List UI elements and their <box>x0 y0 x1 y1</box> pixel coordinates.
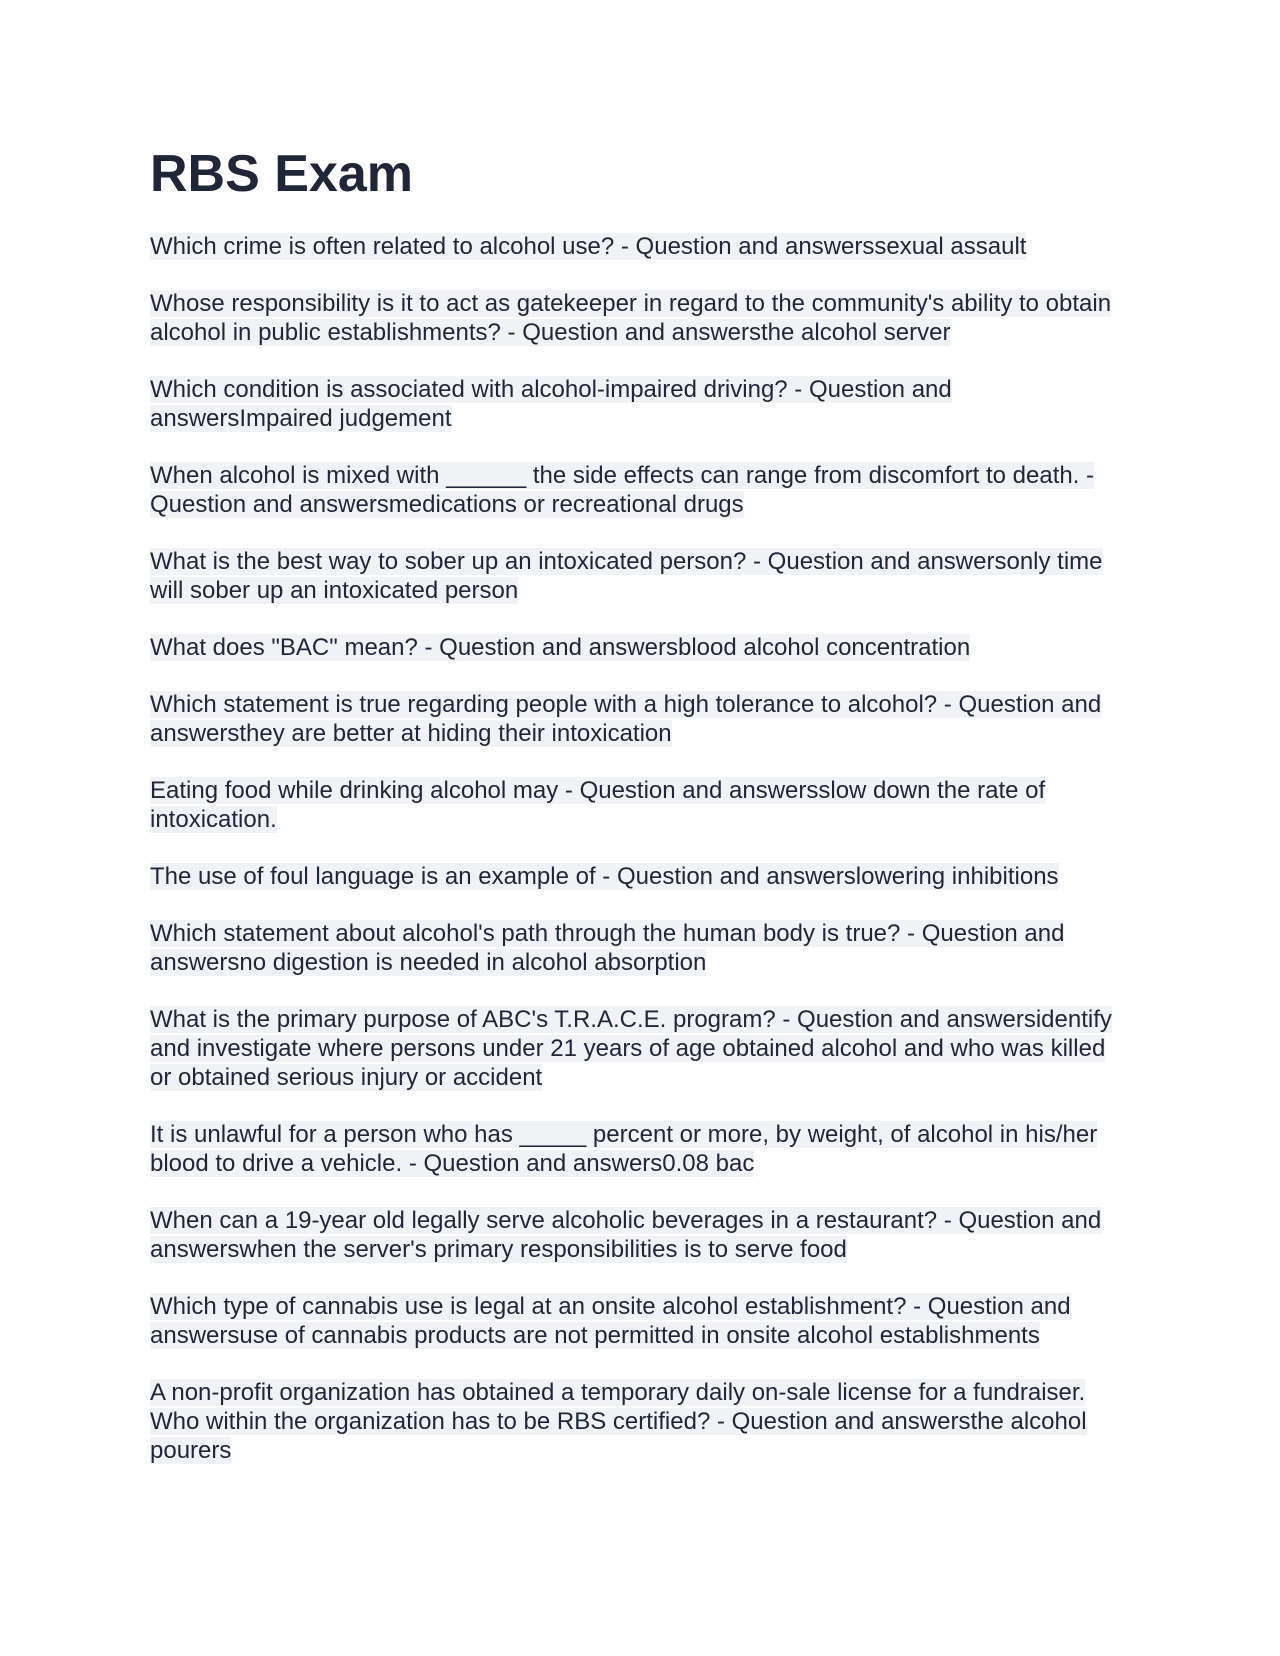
qa-item <box>150 690 1130 748</box>
qa-item <box>150 1120 1130 1178</box>
qa-text: Which statement is true regarding people with a high tolerance to alcohol? - Question and answersthey are better at hiding their intoxication <box>150 691 1102 747</box>
qa-text: Which condition is associated with alcohol-impaired driving? - Question and answersImpaired judgement <box>150 376 952 432</box>
qa-item <box>150 547 1130 605</box>
qa-item <box>150 862 1130 891</box>
qa-text: It is unlawful for a person who has _____ percent or more, by weight, of alcohol in his/her blood to drive a vehicle. - Question and answers0.08 bac <box>150 1121 1098 1177</box>
qa-item <box>150 919 1130 977</box>
qa-list <box>150 232 1130 1465</box>
qa-item <box>150 633 1130 662</box>
qa-text: Which statement about alcohol's path through the human body is true? - Question and answersno digestion is needed in alcohol absorption <box>150 920 1065 976</box>
qa-text: What does "BAC" mean? - Question and answersblood alcohol concentration <box>150 634 971 661</box>
qa-item <box>150 375 1130 433</box>
qa-item <box>150 232 1130 261</box>
qa-item <box>150 289 1130 347</box>
page-title: RBS Exam <box>150 145 413 203</box>
qa-text: When can a 19-year old legally serve alcoholic beverages in a restaurant? - Question and answerswhen the server's primary responsibilities is to serve food <box>150 1207 1102 1263</box>
qa-item <box>150 1378 1130 1465</box>
qa-text: Eating food while drinking alcohol may - Question and answersslow down the rate of intoxication. <box>150 777 1046 833</box>
document-content <box>150 145 1130 1493</box>
qa-text: A non-profit organization has obtained a temporary daily on-sale license for a fundraiser. Who within the organization has to be RBS certified? - Question and answersthe alcohol pourers <box>150 1379 1087 1464</box>
qa-item <box>150 776 1130 834</box>
qa-text: Whose responsibility is it to act as gatekeeper in regard to the community's ability to obtain alcohol in public establishments? - Question and answersthe alcohol server <box>150 290 1112 346</box>
qa-text: What is the primary purpose of ABC's T.R.A.C.E. program? - Question and answersidentify and investigate where persons under 21 years of age obtained alcohol and who was killed or obtained serious injury or accident <box>150 1006 1112 1091</box>
qa-item <box>150 1292 1130 1350</box>
qa-text: When alcohol is mixed with ______ the side effects can range from discomfort to death. - Question and answersmedications or recreational drugs <box>150 462 1095 518</box>
qa-item <box>150 461 1130 519</box>
qa-text: What is the best way to sober up an intoxicated person? - Question and answersonly time will sober up an intoxicated person <box>150 548 1103 604</box>
qa-text: Which type of cannabis use is legal at an onsite alcohol establishment? - Question and answersuse of cannabis products are not permitted in onsite alcohol establishments <box>150 1293 1071 1349</box>
qa-text: Which crime is often related to alcohol use? - Question and answerssexual assault <box>150 233 1027 260</box>
qa-text: The use of foul language is an example of - Question and answerslowering inhibitions <box>150 863 1059 890</box>
qa-item <box>150 1206 1130 1264</box>
qa-item <box>150 1005 1130 1092</box>
